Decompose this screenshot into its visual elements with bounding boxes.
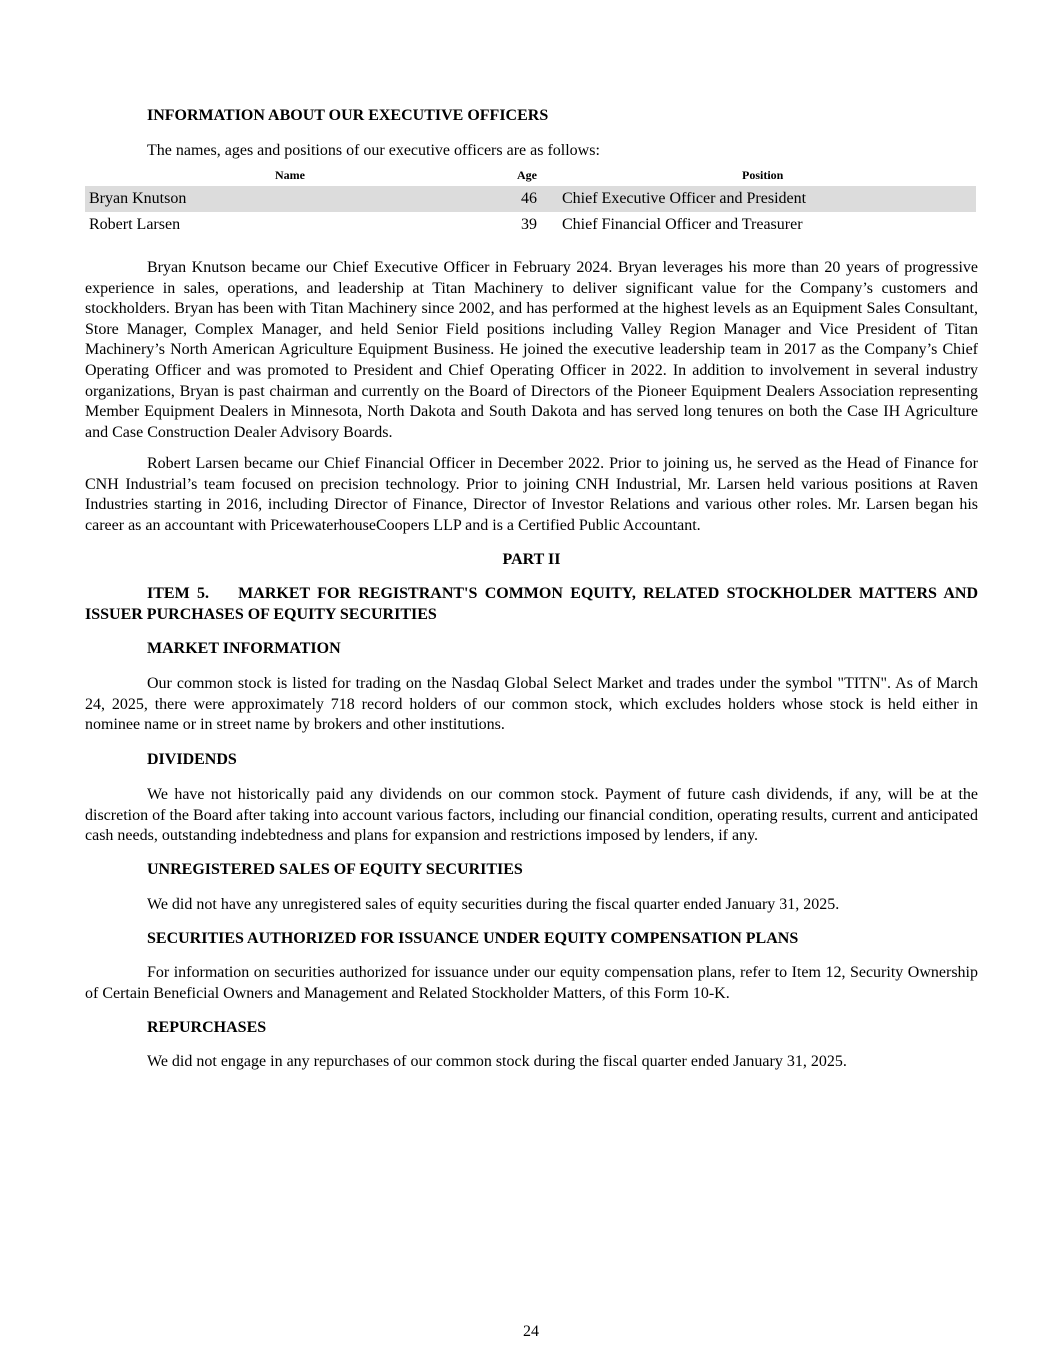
cell-name: Robert Larsen xyxy=(89,216,181,233)
table-row xyxy=(85,186,976,212)
repurchases-text: We did not engage in any repurchases of our common stock during the fiscal quarter ended January 31, 2025. xyxy=(147,1053,847,1070)
dividends-text: We have not historically paid any dividends on our common stock. Payment of future cash dividends, if any, will be at the discretion of the Board after taking into account various factors, including our financial condition, operating results, current and anticipated cash needs, outstanding indebtedness and plans for expansion and restrictions imposed by lenders, if any. xyxy=(85,786,978,845)
repurchases-heading: REPURCHASES xyxy=(147,1019,267,1036)
authorized-text: For information on securities authorized for issuance under our equity compensation plans, refer to Item 12, Security Ownership of Certain Beneficial Owners and Management and Related Stockholder Matters, of this Form 10-K. xyxy=(85,964,978,1002)
part-title: PART II xyxy=(502,551,561,568)
cell-age: 39 xyxy=(521,216,537,233)
table-row xyxy=(85,212,976,238)
cell-name: Bryan Knutson xyxy=(89,190,187,207)
bio-knutson: Bryan Knutson became our Chief Executive Officer in February 2024. Bryan leverages his more than 20 years of progressive experience in sales, operations, and leadership at Titan Machinery to deliver significant value for the Company’s customers and stockholders. Bryan has been with Titan Machinery since 2002, and has performed at the highest levels as an Equipment Sales Consultant, Store Manager, Complex Manager, and held Senior Field positions including Valley Region Manager and Vice President of Titan Machinery’s North American Agriculture Equipment Business. He joined the executive leadership team in 2017 as the Company’s Chief Operating Officer and was promoted to President and Chief Operating Officer in 2022. In addition to involvement in several industry organizations, Bryan is past chairman and currently on the Board of Directors of the Pioneer Equipment Dealers Association representing Member Equipment Dealers in Minnesota, North Dakota and South Dakota and has served long tenures on both the Case IH Agriculture and Case Construction Dealer Advisory Boards. xyxy=(85,259,978,441)
cell-position: Chief Financial Officer and Treasurer xyxy=(562,216,803,233)
intro-text: The names, ages and positions of our executive officers are as follows: xyxy=(147,142,600,159)
cell-position: Chief Executive Officer and President xyxy=(562,190,807,207)
page-number: 24 xyxy=(523,1323,539,1340)
unregistered-text: We did not have any unregistered sales of equity securities during the fiscal quarter ended January 31, 2025. xyxy=(147,896,840,913)
header-age: Age xyxy=(517,168,537,182)
dividends-heading: DIVIDENDS xyxy=(147,751,237,768)
bio-larsen: Robert Larsen became our Chief Financial Officer in December 2022. Prior to joining us, he served as the Head of Finance for CNH Industrial’s team focused on precision technology. Prior to joining CNH Industrial, Mr. Larsen held various positions at Raven Industries starting in 2016, including Director of Finance, Director of Investor Relations and various other roles. Mr. Larsen began his career as an accountant with PricewaterhouseCoopers LLP and is a Certified Public Accountant. xyxy=(85,455,978,534)
header-name: Name xyxy=(275,168,305,182)
item5-title: ITEM 5. MARKET FOR REGISTRANT'S COMMON EQUITY, RELATED STOCKHOLDER MATTERS AND ISSUER PURCHASES OF EQUITY SECURITIES xyxy=(85,585,982,623)
section-heading: INFORMATION ABOUT OUR EXECUTIVE OFFICERS xyxy=(147,107,549,124)
unregistered-heading: UNREGISTERED SALES OF EQUITY SECURITIES xyxy=(147,861,523,878)
cell-age: 46 xyxy=(521,190,537,207)
market-heading: MARKET INFORMATION xyxy=(147,640,341,657)
market-text: Our common stock is listed for trading on the Nasdaq Global Select Market and trades under the symbol "TITN". As of March 24, 2025, there were approximately 718 record holders of our common stock, which excludes holders whose stock is held either in nominee name or in street name by brokers and other institutions. xyxy=(85,675,978,734)
header-position: Position xyxy=(742,168,784,182)
authorized-heading: SECURITIES AUTHORIZED FOR ISSUANCE UNDER EQUITY COMPENSATION PLANS xyxy=(147,930,799,947)
